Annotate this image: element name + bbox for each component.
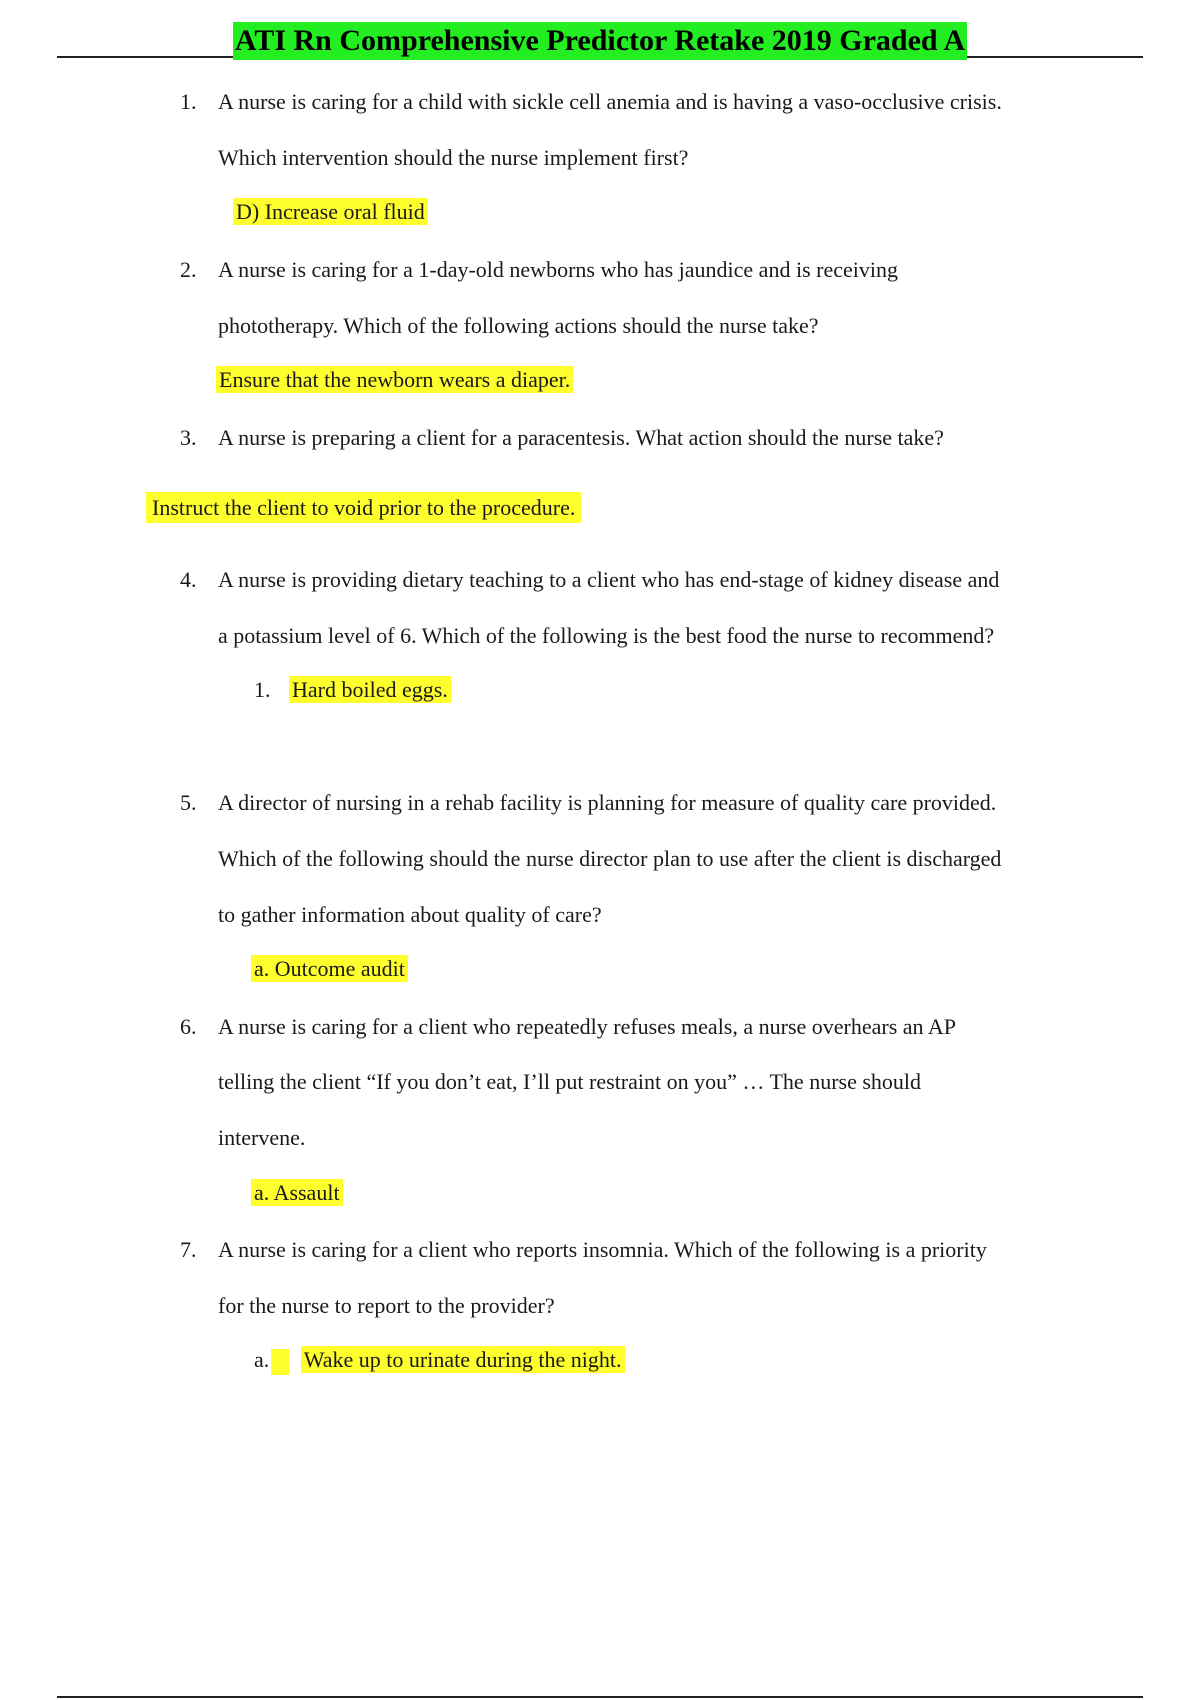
question-number: 4. — [180, 567, 197, 592]
question-text-line: Which of the following should the nurse director plan to use after the client is discharged — [218, 846, 1002, 871]
answer-highlight: D) Increase oral fluid — [233, 198, 428, 225]
question-number: 5. — [180, 790, 197, 815]
question-text-line: telling the client “If you don’t eat, I’ll put restraint on you” … The nurse should — [218, 1069, 922, 1094]
question-text-line: A director of nursing in a rehab facility is planning for measure of quality care provided. — [218, 790, 997, 815]
answer-marker: a. — [254, 1347, 270, 1372]
question-number: 2. — [180, 257, 197, 282]
question-text-line: A nurse is caring for a child with sickle cell anemia and is having a vaso-occlusive crisis. — [218, 89, 1002, 114]
question-text-line: A nurse is providing dietary teaching to a client who has end-stage of kidney disease and — [218, 567, 1000, 592]
highlight-tab-marker — [271, 1349, 289, 1375]
answer-marker: 1. — [254, 677, 271, 702]
answer — [251, 954, 408, 984]
bottom-rule — [57, 1696, 1143, 1698]
answer — [251, 1178, 343, 1208]
question-text-line: A nurse is preparing a client for a paracentesis. What action should the nurse take? — [218, 425, 944, 450]
answer — [254, 1345, 625, 1375]
answer — [216, 365, 573, 395]
document-title: ATI Rn Comprehensive Predictor Retake 2019 Graded A — [233, 22, 967, 60]
question-text-line: A nurse is caring for a 1-day-old newborns who has jaundice and is receiving — [218, 257, 898, 282]
answer-highlight: Hard boiled eggs. — [289, 676, 451, 703]
question-number: 6. — [180, 1014, 197, 1039]
question-text-line: a potassium level of 6. Which of the following is the best food the nurse to recommend? — [218, 623, 995, 648]
question-text-line: A nurse is caring for a client who reports insomnia. Which of the following is a priority — [218, 1237, 987, 1262]
question-text-line: Which intervention should the nurse implement first? — [218, 145, 689, 170]
answer-highlight: Wake up to urinate during the night. — [301, 1346, 625, 1373]
question-text-line: phototherapy. Which of the following actions should the nurse take? — [218, 313, 819, 338]
question-text-line: A nurse is caring for a client who repeatedly refuses meals, a nurse overhears an AP — [218, 1014, 956, 1039]
answer-highlight: Ensure that the newborn wears a diaper. — [216, 366, 573, 393]
question-text-line: for the nurse to report to the provider? — [218, 1293, 555, 1318]
answer — [233, 197, 428, 227]
question-text-line: to gather information about quality of care? — [218, 902, 602, 927]
answer-highlight: Instruct the client to void prior to the procedure. — [146, 492, 581, 523]
question-number: 7. — [180, 1237, 197, 1262]
question-number: 3. — [180, 425, 197, 450]
answer-highlight: a. Outcome audit — [251, 955, 408, 982]
title-block — [0, 22, 1200, 60]
question-text-line: intervene. — [218, 1125, 306, 1150]
answer — [289, 675, 451, 705]
answer — [146, 493, 581, 523]
question-number: 1. — [180, 89, 197, 114]
answer-highlight: a. Assault — [251, 1179, 343, 1206]
